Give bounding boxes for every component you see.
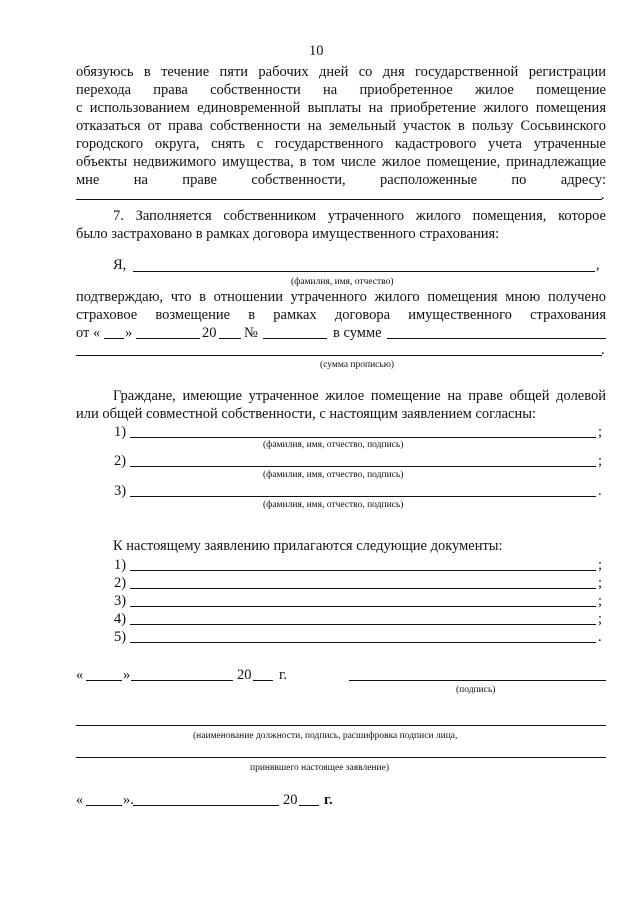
contract-quote-close: » xyxy=(125,325,133,341)
coowner-number: 1) xyxy=(114,424,127,440)
section7-line: было застраховано в рамках договора имущественного страхования: xyxy=(76,226,500,242)
signature-caption: (подпись) xyxy=(456,685,496,695)
coowner-end: ; xyxy=(598,453,603,469)
contract-day-field[interactable] xyxy=(104,338,124,339)
document-number: 4) xyxy=(114,611,127,627)
coowner-caption: (фамилия, имя, отчество, подпись) xyxy=(263,500,404,510)
document-field-1[interactable] xyxy=(130,570,596,571)
coowner-number: 3) xyxy=(114,483,127,499)
intro-line: с использованием единовременной выплаты на приобретение жилого помещения xyxy=(76,100,606,116)
page-number: 10 xyxy=(309,43,324,59)
fio-end: , xyxy=(596,257,600,273)
sign-day-field[interactable] xyxy=(86,680,122,681)
intro-line: обязуюсь в течение пяти рабочих дней со дня государственной регистрации xyxy=(76,64,606,80)
document-field-3[interactable] xyxy=(130,606,596,607)
address-field[interactable] xyxy=(76,199,602,200)
document-field-5[interactable] xyxy=(130,642,596,643)
document-end: ; xyxy=(598,593,603,609)
document-end: . xyxy=(598,629,602,645)
contract-year-prefix: 20 xyxy=(202,325,217,341)
intro-line: перехода права собственности на приобретенное жилое помещение xyxy=(76,82,606,98)
document-end: ; xyxy=(598,557,603,573)
coowner-number: 2) xyxy=(114,453,127,469)
date-year-prefix: 20 xyxy=(237,667,252,683)
contract-number-label: № xyxy=(244,325,258,341)
final-year-field[interactable] xyxy=(299,805,319,806)
final-quote-open: « xyxy=(76,792,84,808)
coowner-field-1[interactable] xyxy=(130,437,596,438)
coowners-line: Граждане, имеющие утраченное жилое помещение на праве общей долевой xyxy=(113,388,606,404)
date-quote-open: « xyxy=(76,667,84,683)
address-end: . xyxy=(601,187,605,203)
document-number: 2) xyxy=(114,575,127,591)
document-number: 3) xyxy=(114,593,127,609)
coowner-field-3[interactable] xyxy=(130,496,596,497)
document-number: 1) xyxy=(114,557,127,573)
final-year-prefix: 20 xyxy=(283,792,298,808)
final-g: г. xyxy=(324,792,333,808)
document-number: 5) xyxy=(114,629,127,645)
sum-label: в сумме xyxy=(333,325,382,341)
documents-heading: К настоящему заявлению прилагаются следующие документы: xyxy=(113,538,503,554)
final-month-field[interactable] xyxy=(133,805,279,806)
sum-field[interactable] xyxy=(387,338,606,339)
sign-year-field[interactable] xyxy=(253,680,273,681)
coowner-end: ; xyxy=(598,424,603,440)
signature-field[interactable] xyxy=(349,680,606,681)
document-end: ; xyxy=(598,611,603,627)
confirm-line: страховое возмещение в рамках договора имущественного страхования xyxy=(76,307,606,323)
final-day-field[interactable] xyxy=(86,805,122,806)
intro-line: мне на праве собственности, расположенные по адресу: xyxy=(76,172,606,188)
coowner-field-2[interactable] xyxy=(130,466,596,467)
sign-month-field[interactable] xyxy=(131,680,233,681)
sum-caption: (сумма прописью) xyxy=(320,360,394,370)
date-g: г. xyxy=(279,667,287,683)
contract-number-field[interactable] xyxy=(263,338,327,339)
confirm-line: подтверждаю, что в отношении утраченного жилого помещения мною получено xyxy=(76,289,606,305)
fio-field[interactable] xyxy=(133,271,595,272)
final-quote-close: ». xyxy=(123,792,134,808)
coowner-caption: (фамилия, имя, отчество, подпись) xyxy=(263,440,404,450)
date-quote-close: » xyxy=(123,667,131,683)
ot-label: от « xyxy=(76,325,101,341)
official-field[interactable] xyxy=(76,725,606,726)
section7-line: 7. Заполняется собственником утраченного жилого помещения, которое xyxy=(113,208,606,224)
official-field-2[interactable] xyxy=(76,757,606,758)
contract-month-field[interactable] xyxy=(136,338,200,339)
document-end: ; xyxy=(598,575,603,591)
ya-label: Я, xyxy=(113,257,127,273)
coowners-line: или общей совместной собственности, с настоящим заявлением согласны: xyxy=(76,406,537,422)
official-caption-2: принявшего настоящее заявление) xyxy=(250,763,389,773)
intro-line: городского округа, снять с государственного кадастрового учета утраченные xyxy=(76,136,606,152)
coowner-caption: (фамилия, имя, отчество, подпись) xyxy=(263,470,404,480)
coowner-end: . xyxy=(598,483,602,499)
sum-end: . xyxy=(601,342,605,358)
fio-caption: (фамилия, имя, отчество) xyxy=(291,277,394,287)
document-field-4[interactable] xyxy=(130,624,596,625)
document-field-2[interactable] xyxy=(130,588,596,589)
intro-line: отказаться от права собственности на земельный участок в пользу Сосьвинского xyxy=(76,118,606,134)
intro-line: объекты недвижимого имущества, в том числе жилое помещение, принадлежащие xyxy=(76,154,606,170)
sum-words-field[interactable] xyxy=(76,355,602,356)
official-caption-1: (наименование должности, подпись, расшифровка подписи лица, xyxy=(193,731,458,741)
contract-year-field[interactable] xyxy=(219,338,241,339)
